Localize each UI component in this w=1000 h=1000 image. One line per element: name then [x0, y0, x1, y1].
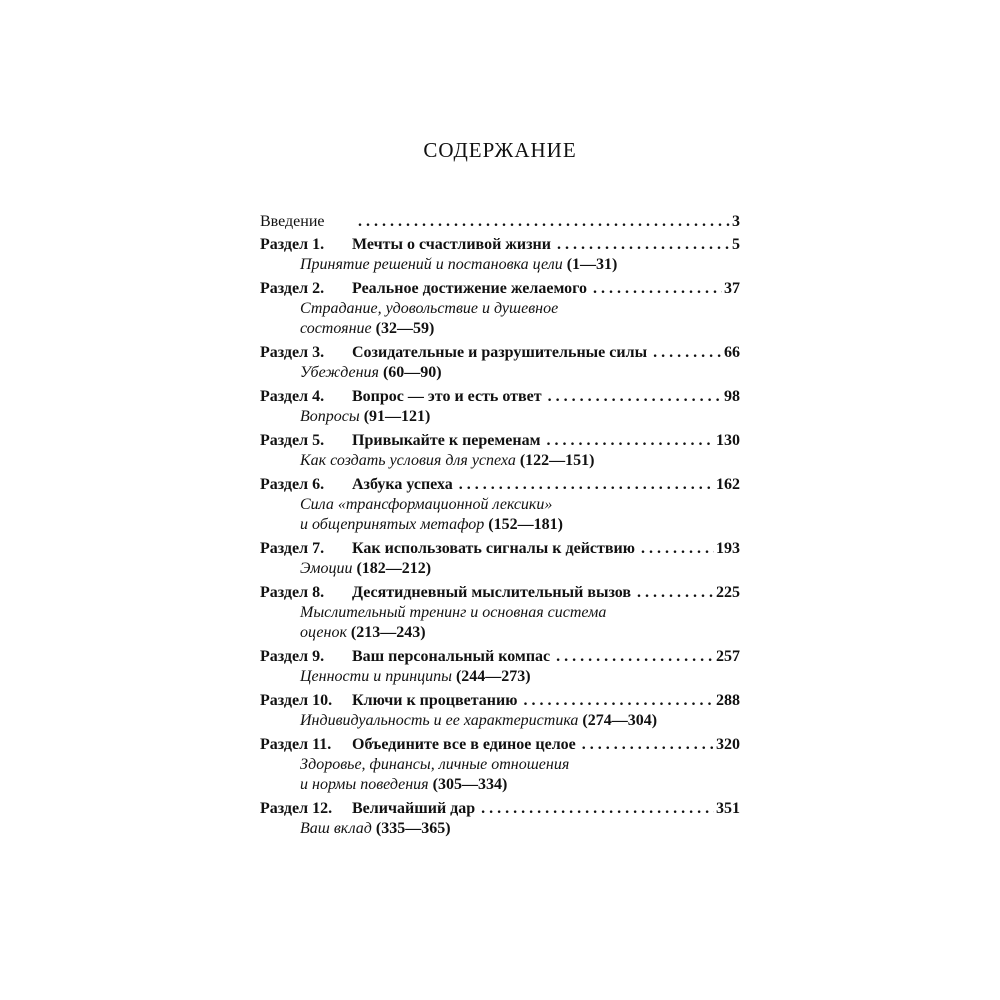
toc-leader-dots: [548, 387, 722, 407]
toc-subtitle-line: [260, 299, 740, 319]
toc-leader-dots: [557, 235, 730, 255]
toc-section-title: Вопрос — это и есть ответ: [352, 388, 542, 405]
toc-section-label: Раздел 6.: [260, 476, 325, 493]
toc-subtitle-text: Принятие решений и постановка цели: [300, 256, 563, 273]
toc-subtitle-line: [260, 819, 740, 839]
toc-section-page: 288: [716, 692, 740, 709]
toc-leader-dots: [637, 583, 714, 603]
toc-leader-dots: [358, 212, 730, 232]
toc-page-range: (1—31): [566, 256, 618, 273]
toc-entry: [260, 431, 740, 471]
toc-subtitle-line: [260, 623, 740, 643]
toc-intro-row: [260, 212, 740, 232]
toc-leader-dots: [547, 431, 714, 451]
toc-entry-row: [260, 691, 740, 711]
toc-page-range: (152—181): [488, 516, 563, 533]
toc-entry-row: [260, 735, 740, 755]
toc-entry: [260, 735, 740, 795]
toc-leader-dots: [556, 647, 714, 667]
toc-entry-row: [260, 647, 740, 667]
toc-leader-dots: [481, 799, 714, 819]
toc-leader-dots: [582, 735, 714, 755]
toc-section-title: Десятидневный мыслительный вызов: [352, 584, 632, 601]
toc-subtitle-text: оценок: [300, 624, 347, 641]
toc-subtitle-text: Вопросы: [300, 408, 360, 425]
toc-section-label: Раздел 3.: [260, 344, 325, 361]
toc-page-range: (335—365): [375, 820, 451, 837]
toc-subtitle-text: Сила «трансформационной лексики»: [300, 496, 553, 513]
toc-section-label: Раздел 7.: [260, 540, 325, 557]
toc-section-label: Раздел 12.: [260, 800, 333, 817]
toc-leader-dots: [593, 279, 722, 299]
toc-section-title: Как использовать сигналы к действию: [352, 540, 635, 557]
toc-section-label: Раздел 8.: [260, 584, 325, 601]
toc-subtitle-line: [260, 255, 740, 275]
toc-subtitle-text: Мыслительный тренинг и основная система: [300, 604, 607, 621]
toc-leader-dots: [641, 539, 714, 559]
toc-entry-row: [260, 583, 740, 603]
toc-section-page: 66: [724, 344, 740, 361]
toc-subtitle-text: Эмоции: [300, 560, 353, 577]
toc-section-title: Азбука успеха: [352, 476, 453, 493]
toc-subtitle-text: Ваш вклад: [300, 820, 372, 837]
toc-subtitle-text: Здоровье, финансы, личные отношения: [300, 756, 570, 773]
toc-leader-dots: [523, 691, 714, 711]
toc-subtitle-line: [260, 451, 740, 471]
toc-entry: [260, 799, 740, 839]
toc-subtitle-line: [260, 559, 740, 579]
toc-page-range: (122—151): [519, 452, 595, 469]
toc-subtitle-text: Страдание, удовольствие и душевное: [300, 300, 559, 317]
toc-subtitle-text: и нормы поведения: [300, 776, 429, 793]
toc-entry: [260, 583, 740, 643]
toc-entry-row: [260, 475, 740, 495]
toc-entry: [260, 279, 740, 339]
toc-sections: [260, 235, 740, 839]
toc-section-label: Раздел 5.: [260, 432, 325, 449]
page-title: СОДЕРЖАНИЕ: [423, 138, 577, 162]
toc-section-label: Раздел 4.: [260, 388, 325, 405]
toc-section-label: Раздел 1.: [260, 236, 325, 253]
toc-subtitle-text: Ценности и принципы: [300, 668, 452, 685]
toc-section-title: Мечты о счастливой жизни: [352, 236, 551, 253]
toc-section-label: Раздел 10.: [260, 692, 333, 709]
toc-subtitle-line: [260, 603, 740, 623]
toc-entry: [260, 691, 740, 731]
toc-subtitle-line: [260, 515, 740, 535]
table-of-contents: [260, 212, 740, 843]
toc-page-range: (91—121): [363, 408, 431, 425]
toc-section-page: 5: [732, 236, 740, 253]
toc-page-range: (244—273): [455, 668, 531, 685]
toc-section-label: Раздел 11.: [260, 736, 332, 753]
toc-page-range: (305—334): [432, 776, 508, 793]
toc-entry-row: [260, 343, 740, 363]
toc-section-page: 162: [716, 476, 740, 493]
toc-leader-dots: [653, 343, 722, 363]
toc-section-label: Раздел 2.: [260, 280, 325, 297]
toc-section-page: 225: [716, 584, 740, 601]
toc-entry-row: [260, 799, 740, 819]
toc-section-title: Величайший дар: [352, 800, 476, 817]
toc-intro-page: 3: [732, 213, 740, 230]
toc-page-range: (274—304): [582, 712, 658, 729]
toc-intro-label: Введение: [260, 213, 325, 230]
toc-subtitle-text: и общепринятых метафор: [300, 516, 485, 533]
toc-section-label: Раздел 9.: [260, 648, 325, 665]
toc-entry: [260, 235, 740, 275]
toc-entry-row: [260, 539, 740, 559]
toc-page-range: (213—243): [350, 624, 426, 641]
toc-section-page: 37: [724, 280, 740, 297]
toc-subtitle-text: Индивидуальность и ее характеристика: [300, 712, 579, 729]
toc-section-title: Привыкайте к переменам: [352, 432, 541, 449]
toc-section-title: Реальное достижение желаемого: [352, 280, 587, 297]
toc-section-title: Объедините все в единое целое: [352, 736, 576, 753]
toc-entry: [260, 387, 740, 427]
toc-page-range: (182—212): [356, 560, 432, 577]
toc-entry: [260, 343, 740, 383]
toc-subtitle-text: Как создать условия для успеха: [300, 452, 516, 469]
toc-section-page: 98: [724, 388, 740, 405]
toc-entry-row: [260, 387, 740, 407]
toc-section-title: Ваш персональный компас: [352, 648, 551, 665]
toc-section-page: 130: [716, 432, 740, 449]
toc-section-page: 351: [716, 800, 740, 817]
toc-subtitle-line: [260, 407, 740, 427]
toc-section-title: Ключи к процветанию: [352, 692, 518, 709]
toc-entry-row: [260, 235, 740, 255]
toc-subtitle-line: [260, 319, 740, 339]
toc-subtitle-line: [260, 667, 740, 687]
toc-leader-dots: [459, 475, 714, 495]
toc-entry: [260, 647, 740, 687]
toc-page-range: (60—90): [382, 364, 442, 381]
toc-section-page: 193: [716, 540, 740, 557]
toc-entry-row: [260, 431, 740, 451]
toc-subtitle-text: состояние: [300, 320, 372, 337]
toc-subtitle-line: [260, 363, 740, 383]
toc-subtitle-line: [260, 755, 740, 775]
toc-subtitle-text: Убеждения: [300, 364, 379, 381]
toc-entry: [260, 475, 740, 535]
toc-section-title: Созидательные и разрушительные силы: [352, 344, 648, 361]
toc-page-range: (32—59): [375, 320, 435, 337]
toc-subtitle-line: [260, 495, 740, 515]
toc-section-page: 320: [716, 736, 740, 753]
toc-subtitle-line: [260, 711, 740, 731]
toc-entry: [260, 539, 740, 579]
toc-entry-row: [260, 279, 740, 299]
toc-subtitle-line: [260, 775, 740, 795]
toc-section-page: 257: [716, 648, 740, 665]
